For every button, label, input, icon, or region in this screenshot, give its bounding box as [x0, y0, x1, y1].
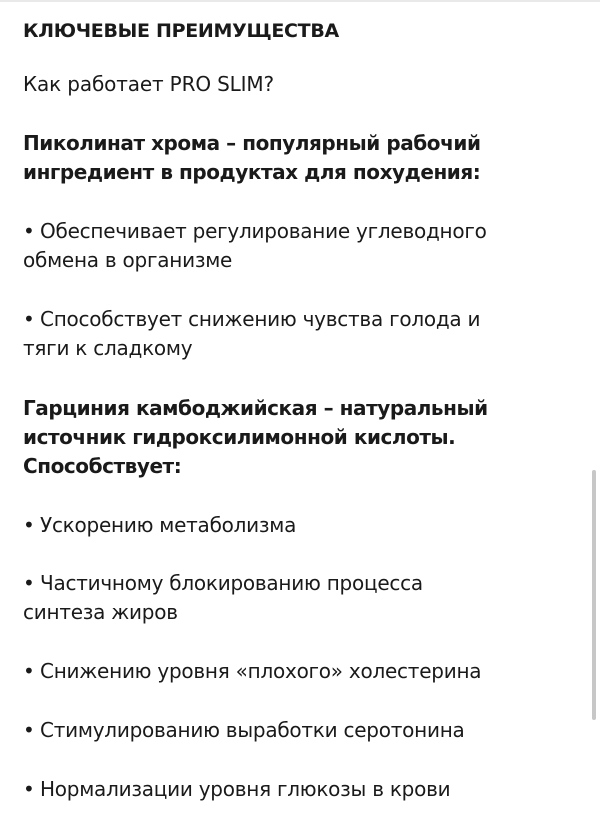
list-item-continuation: синтеза жиров	[23, 600, 178, 624]
chromium-title-line-2: ингредиент в продуктах для похудения:	[23, 160, 481, 184]
list-item	[23, 510, 296, 540]
chromium-title-line-1: Пиколинат хрома – популярный рабочий	[23, 131, 481, 155]
list-item	[23, 715, 465, 745]
top-divider	[0, 0, 600, 2]
list-item	[23, 656, 481, 686]
list-item-text: Обеспечивает регулирование углеводного	[40, 219, 487, 243]
garcinia-title-line-1: Гарциния камбоджийская – натуральный	[23, 396, 488, 420]
bullet-icon: •	[23, 659, 35, 683]
list-item-continuation: обмена в организме	[23, 248, 233, 272]
list-item	[23, 568, 423, 598]
list-item-text: Ускорению метаболизма	[40, 513, 297, 537]
intro-question: Как работает PRO SLIM?	[23, 72, 274, 96]
garcinia-title-line-2: источник гидроксилимонной кислоты.	[23, 425, 456, 449]
list-item	[23, 774, 450, 804]
page-title: КЛЮЧЕВЫЕ ПРЕИМУЩЕСТВА	[23, 20, 339, 42]
list-item-text: Снижению уровня «плохого» холестерина	[40, 659, 482, 683]
bullet-icon: •	[23, 513, 35, 537]
bullet-icon: •	[23, 718, 35, 742]
list-item-text: Нормализации уровня глюкозы в крови	[40, 777, 451, 801]
list-item-text: Способствует снижению чувства голода и	[40, 307, 481, 331]
bullet-icon: •	[23, 777, 35, 801]
bullet-icon: •	[23, 219, 35, 243]
bullet-icon: •	[23, 571, 35, 595]
list-item	[23, 216, 487, 246]
list-item-text: Стимулированию выработки серотонина	[40, 718, 465, 742]
vertical-scrollbar[interactable]	[592, 470, 596, 720]
list-item-text: Частичному блокированию процесса	[40, 571, 423, 595]
garcinia-title-line-3: Способствует:	[23, 454, 182, 478]
bullet-icon: •	[23, 307, 35, 331]
list-item	[23, 304, 480, 334]
list-item-continuation: тяги к сладкому	[23, 336, 193, 360]
